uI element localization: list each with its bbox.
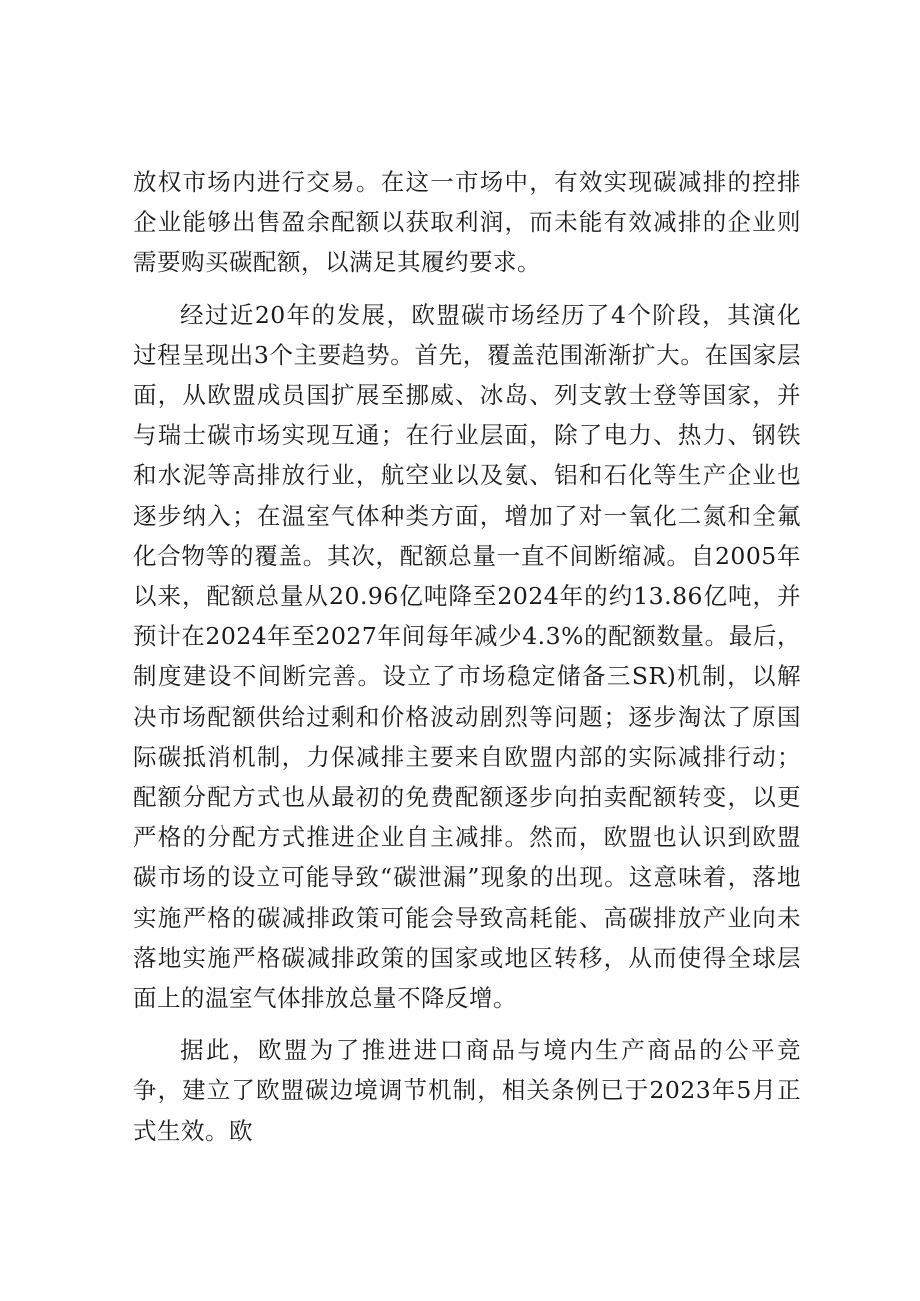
paragraph-cbam-introduction: 据此，欧盟为了推进进口商品与境内生产商品的公平竞争，建立了欧盟碳边境调节机制，相关条例已于2023年5月正式生效。欧 bbox=[133, 1036, 801, 1145]
document-body bbox=[133, 162, 801, 1163]
paragraph-eu-carbon-market-development: 经过近20年的发展，欧盟碳市场经历了4个阶段，其演化过程呈现出3个主要趋势。首先，覆盖范围渐渐扩大。在国家层面，从欧盟成员国扩展至挪威、冰岛、列支敦士登等国家，并与瑞士碳市场实现互通；在行业层面，除了电力、热力、钢铁和水泥等高排放行业，航空业以及氨、铝和石化等生产企业也逐步纳入；在温室气体种类方面，增加了对一氧化二氮和全氟化合物等的覆盖。其次，配额总量一直不间断缩减。自2005年以来，配额总量从20.96亿吨降至2024年的约13.86亿吨，并预计在2024年至2027年间每年减少4.3%的配额数量。最后，制度建设不间断完善。设立了市场稳定储备三SR)机制，以解决市场配额供给过剩和价格波动剧烈等问题；逐步淘汰了原国际碳抵消机制，力保减排主要来自欧盟内部的实际减排行动；配额分配方式也从最初的免费配额逐步向拍卖配额转变，以更严格的分配方式推进企业自主减排。然而，欧盟也认识到欧盟碳市场的设立可能导致“碳泄漏”现象的出现。这意味着，落地实施严格的碳减排政策可能会导致高耗能、高碳排放产业向未落地实施严格碳减排政策的国家或地区转移，从而使得全球层面上的温室气体排放总量不降反增。 bbox=[133, 300, 801, 1013]
paragraph-continuation: 放权市场内进行交易。在这一市场中，有效实现碳减排的控排企业能够出售盈余配额以获取利润，而未能有效减排的企业则需要购买碳配额，以满足其履约要求。 bbox=[133, 168, 801, 277]
